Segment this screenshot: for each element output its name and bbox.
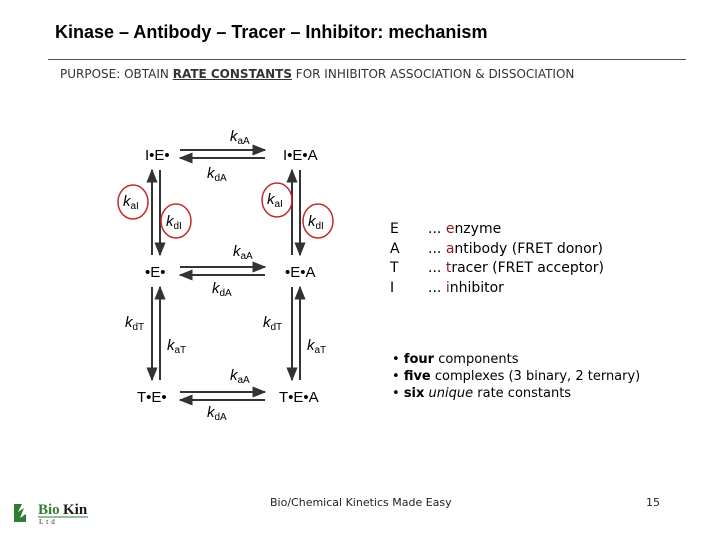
bullet-components: • four components bbox=[392, 352, 519, 367]
label-kdA-row2: $k_{dA}$ bbox=[212, 280, 232, 299]
label-kaA-row3: $k_{aA}$ bbox=[230, 367, 250, 386]
slide-title: Kinase – Antibody – Tracer – Inhibitor: mechanism bbox=[55, 22, 488, 42]
label-kdI-left: $k_{dI}$ bbox=[166, 213, 182, 232]
legend-row-antibody: A ... antibody (FRET donor) bbox=[390, 240, 603, 257]
label-kdA-row3: $k_{dA}$ bbox=[207, 404, 227, 423]
page-number: 15 bbox=[646, 496, 660, 509]
species-I-E-A: I•E•A bbox=[283, 147, 318, 164]
label-kaT-left: $k_{aT}$ bbox=[167, 337, 187, 356]
label-kdA-row1: $k_{dA}$ bbox=[207, 165, 227, 184]
species-T-E-A: T•E•A bbox=[279, 389, 319, 406]
logo-text-kin: Kin bbox=[63, 502, 88, 518]
purpose-highlight: RATE CONSTANTS bbox=[172, 67, 292, 81]
biokin-logo bbox=[12, 498, 92, 526]
species-E-A: •E•A bbox=[285, 264, 316, 281]
logo-text-bio: Bio bbox=[38, 502, 60, 518]
legend-row-inhibitor: I ... inhibitor bbox=[390, 279, 504, 296]
summary-bullets bbox=[392, 351, 640, 402]
purpose-before: PURPOSE: OBTAIN bbox=[60, 67, 173, 81]
species-legend bbox=[390, 220, 604, 298]
legend-row-enzyme: E ... enzyme bbox=[390, 221, 502, 237]
label-kaA-row2: $k_{aA}$ bbox=[233, 243, 253, 262]
purpose-after: FOR INHIBITOR ASSOCIATION & DISSOCIATION bbox=[291, 67, 575, 81]
label-kdI-right: $k_{dI}$ bbox=[308, 213, 324, 232]
legend-row-tracer: T ... tracer (FRET acceptor) bbox=[390, 260, 604, 276]
label-kaT-right: $k_{aT}$ bbox=[307, 337, 327, 356]
label-kaI-right: $k_{aI}$ bbox=[267, 191, 283, 210]
label-kdT-left: $k_{dT}$ bbox=[125, 314, 145, 333]
bullet-complexes: • five complexes (3 binary, 2 ternary) bbox=[392, 369, 641, 384]
label-kdT-right: $k_{dT}$ bbox=[263, 314, 283, 333]
logo-text-ltd: Ltd bbox=[39, 518, 58, 526]
footer-text: Bio/Chemical Kinetics Made Easy bbox=[270, 496, 452, 509]
species-E: •E• bbox=[145, 264, 166, 281]
species-I-E: I•E• bbox=[145, 147, 170, 164]
label-kaI-left: $k_{aI}$ bbox=[123, 193, 139, 212]
species-T-E: T•E• bbox=[137, 389, 167, 406]
bullet-rate-constants: • six unique rate constants bbox=[392, 386, 572, 401]
label-kaA-row1: $k_{aA}$ bbox=[230, 128, 250, 147]
